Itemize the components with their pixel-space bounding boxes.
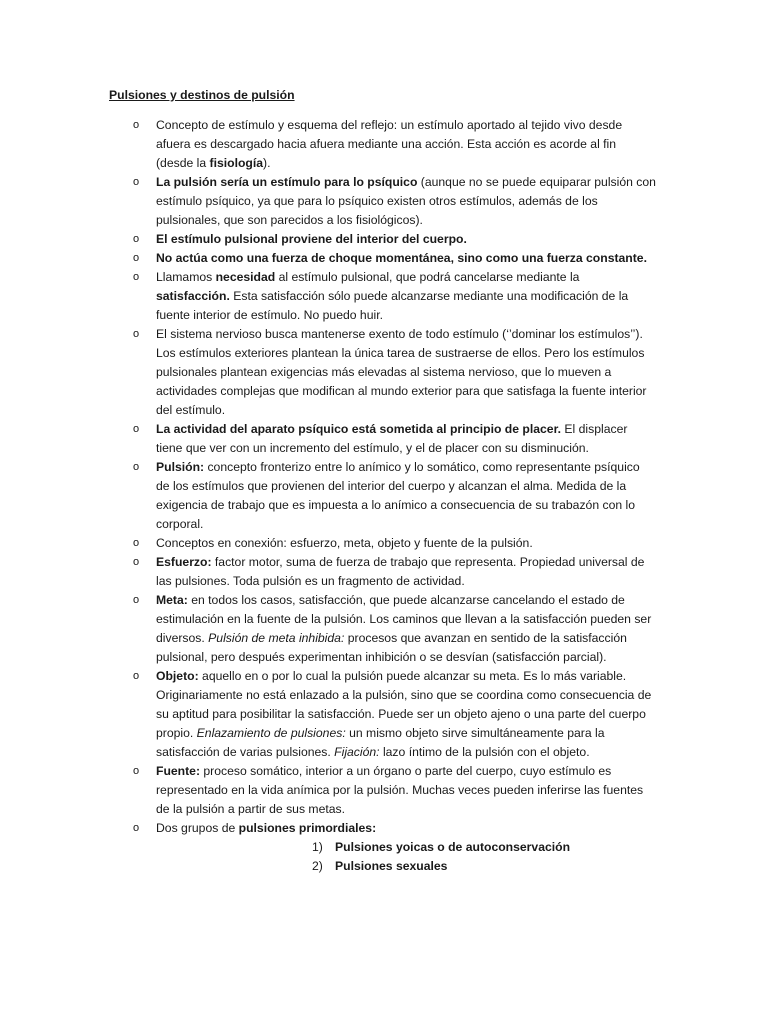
text-run: Concepto de estímulo y esquema del reflejo: un estímulo aportado al tejido vivo desde afuera es descargado hacia afuera mediante una acción. Esta acción es acorde al fin (desde la — [156, 118, 623, 170]
numbered-item-label: Pulsiones yoicas o de autoconservación — [335, 840, 571, 854]
bullet-marker: o — [133, 119, 140, 131]
text-run: Conceptos en conexión: esfuerzo, meta, objeto y fuente de la pulsión. — [156, 536, 533, 550]
text-run: No actúa como una fuerza de choque momentánea, sino como una fuerza constante. — [156, 251, 647, 265]
text-run: Llamamos — [156, 270, 216, 284]
text-run: Esfuerzo: — [156, 555, 212, 569]
text-run: un mismo objeto sirve simultáneamente para la satisfacción de varias pulsiones. — [156, 726, 605, 759]
text-run: Fijación: — [334, 745, 380, 759]
text-run: Esta satisfacción sólo puede alcanzarse mediante una modificación de la fuente interior de estímulo. No puedo huir. — [156, 289, 629, 322]
list-item — [0, 667, 656, 762]
numbered-item-label: Pulsiones sexuales — [335, 859, 448, 873]
text-run: Pulsión: — [156, 460, 205, 474]
text-run: proceso somático, interior a un órgano o parte del cuerpo, cuyo estímulo es representado en la vida anímica por la pulsión. Muchas veces pueden inferirse las fuentes de la pulsión a partir de sus metas. — [156, 764, 644, 816]
bullet-list — [0, 116, 768, 876]
text-run: lazo íntimo de la pulsión con el objeto. — [379, 745, 590, 759]
text-run: fisiología — [209, 156, 264, 170]
text-run: procesos que avanzan en sentido de la satisfacción pulsional, pero después experimentan inhibición o se desvían (satisfacción parcial). — [156, 631, 627, 664]
text-run: en todos los casos, satisfacción, que puede alcanzarse cancelando el estado de estimulación en la fuente de la pulsión. Los caminos que llevan a la satisfacción pueden ser diversos. — [156, 593, 652, 645]
list-item — [0, 230, 656, 249]
text-run: Fuente: — [156, 764, 201, 778]
list-item — [0, 819, 656, 876]
list-item — [0, 534, 656, 553]
text-run: Pulsión de meta inhibida: — [208, 631, 345, 645]
list-item — [0, 762, 656, 819]
text-run: aquello en o por lo cual la pulsión puede alcanzar su meta. Es lo más variable. Originariamente no está enlazado a la pulsión, sino que se coordina como consecuencia de su aptitud para posibilitar la satisfacción. Puede ser un objeto ajeno o una parte del cuerpo propio. — [156, 669, 652, 740]
text-run: pulsiones primordiales: — [238, 821, 377, 835]
text-run: El sistema nervioso busca mantenerse exento de todo estímulo (‘’dominar los estímulos’’). Los estímulos exteriores plantean la única tarea de sustraerse de ellos. Pero los estímulos pulsionales plantean exigencias más elevadas al sistema nervioso, que lo mueven a actividades complejas que modifican al mundo exterior para que satisfaga la fuente interior del estímulo. — [156, 327, 647, 417]
text-run: (aunque no se puede equiparar pulsión con estímulo psíquico, ya que para lo psíquico existen otros estímulos, además de los pulsionales, que son parecidos a los fisiológicos). — [156, 175, 656, 227]
bullet-marker: o — [133, 670, 140, 682]
text-run: Dos grupos de — [156, 821, 239, 835]
number-marker: 1) — [312, 840, 323, 854]
document-title: Pulsiones y destinos de pulsión — [109, 88, 295, 102]
numbered-item — [156, 838, 656, 857]
text-run: factor motor, suma de fuerza de trabajo que representa. Propiedad universal de las pulsiones. Toda pulsión es un fragmento de actividad. — [156, 555, 645, 588]
bullet-marker: o — [133, 233, 140, 245]
list-item — [0, 591, 656, 667]
text-run: La pulsión sería un estímulo para lo psíquico — [156, 175, 418, 189]
bullet-marker: o — [133, 461, 140, 473]
number-marker: 2) — [312, 859, 323, 873]
text-run: necesidad — [215, 270, 276, 284]
bullet-marker: o — [133, 822, 140, 834]
list-item — [0, 249, 656, 268]
list-item — [0, 553, 656, 591]
list-item — [0, 420, 656, 458]
text-run: El estímulo pulsional proviene del interior del cuerpo. — [156, 232, 467, 246]
list-item — [0, 268, 656, 325]
bullet-marker: o — [133, 423, 140, 435]
bullet-marker: o — [133, 252, 140, 264]
bullet-marker: o — [133, 328, 140, 340]
numbered-list — [156, 838, 656, 876]
bullet-marker: o — [133, 556, 140, 568]
text-run: ). — [263, 156, 271, 170]
bullet-marker: o — [133, 176, 140, 188]
bullet-marker: o — [133, 537, 140, 549]
text-run: La actividad del aparato psíquico está sometida al principio de placer. — [156, 422, 562, 436]
text-run: satisfacción. — [156, 289, 230, 303]
text-run: Objeto: — [156, 669, 199, 683]
list-item — [0, 116, 656, 173]
bullet-marker: o — [133, 594, 140, 606]
text-run: concepto fronterizo entre lo anímico y lo somático, como representante psíquico de los estímulos que provienen del interior del cuerpo y alcanzan el alma. Medida de la exigencia de trabajo que es impuesta a lo anímico a consecuencia de su trabazón con lo corporal. — [156, 460, 640, 531]
text-run: Meta: — [156, 593, 188, 607]
text-run: Enlazamiento de pulsiones: — [196, 726, 346, 740]
list-item — [0, 325, 656, 420]
text-run: El displacer tiene que ver con un incremento del estímulo, y el de placer con su disminución. — [156, 422, 628, 455]
bullet-marker: o — [133, 271, 140, 283]
bullet-marker: o — [133, 765, 140, 777]
numbered-item — [156, 857, 656, 876]
list-item — [0, 458, 656, 534]
text-run: al estímulo pulsional, que podrá cancelarse mediante la — [275, 270, 580, 284]
list-item — [0, 173, 656, 230]
